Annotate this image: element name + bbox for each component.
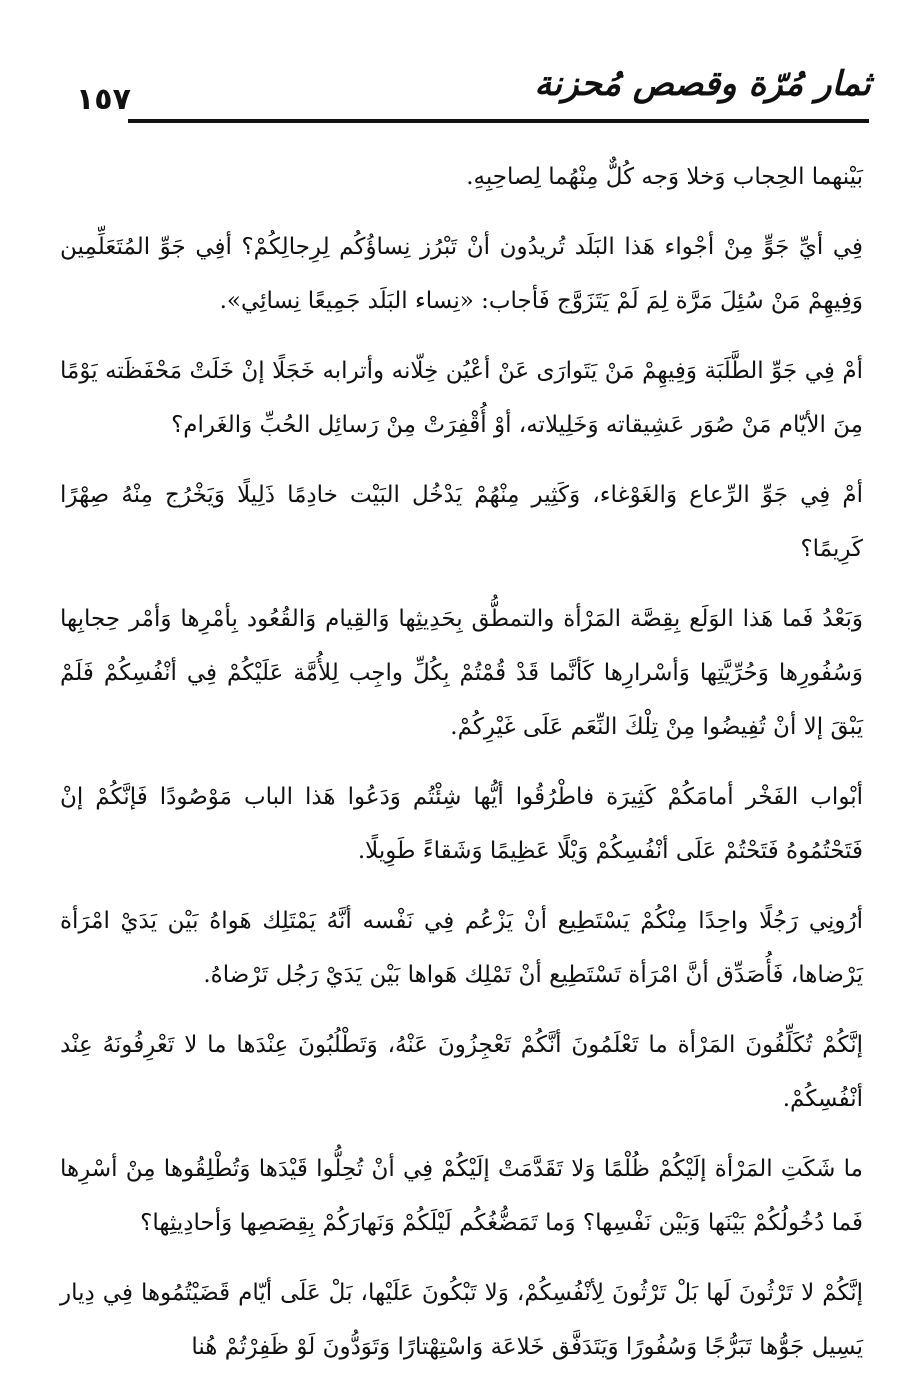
paragraph: أمْ فِي جَوِّ الطَّلَبَة وَفِيهِمْ مَنْ يَتَوارَى عَنْ أعْيُن خِلّانه وأترابه خَجَلًا إنْ خَلَتْ مَحْفَظَته يَوْمًا مِنَ الأيّام مَنْ صُوَر عَشِيقاته وَخَلِيلاته، أوْ أُقْفِرَتْ مِنْ رَسائِل الحُبِّ وَالغَرام؟ bbox=[60, 358, 863, 438]
running-header-title: ثمار مُرّة وقصص مُحزنة bbox=[534, 64, 871, 104]
body-text bbox=[60, 150, 863, 1390]
paragraph: أرُونِي رَجُلًا واحِدًا مِنْكُمْ يَسْتَطِيع أنْ يَزْعُم فِي نَفْسه أنَّهُ يَمْتَلِك هَواهُ بَيْن يَدَيْ امْرَأة يَرْضاها، فَأُصَدِّق أنَّ امْرَأة تَسْتَطِيع أنْ تَمْلِك هَواها بَيْن يَدَيْ رَجُل تَرْضاهُ. bbox=[60, 908, 863, 988]
page-number: ١٥٧ bbox=[76, 82, 131, 117]
header-rule bbox=[128, 119, 869, 123]
paragraph: أبْواب الفَخْر أمامَكُمْ كَثِيرَة فاطْرُقُوا أيُّها شِئْتُم وَدَعُوا هَذا الباب مَوْصُودًا فَإنَّكُمْ إنْ فَتَحْتُمُوهُ فَتَحْتُمْ عَلَى أنْفُسِكُمْ وَيْلًا عَظِيمًا وَشَقاءً طَوِيلًا. bbox=[60, 784, 863, 864]
paragraph: أمْ فِي جَوِّ الرِّعاع وَالغَوْغاء، وَكَثِير مِنْهُمْ يَدْخُل البَيْت خادِمًا ذَلِيلًا وَيَخْرُج مِنْهُ صِهْرًا كَرِيمًا؟ bbox=[60, 482, 863, 562]
paragraph: وَبَعْدُ فَما هَذا الوَلَع بِقِصَّة المَرْأة والتمطُّق بِحَدِيثِها وَالقِيام وَالقُعُود بِأمْرِها وَأمْر حِجابِها وَسُفُورِها وَحُرِّيَّتِها وَأسْرارِها كَأنَّما قَدْ قُمْتُمْ بِكُلِّ واجِب لِلأُمَّة عَلَيْكُمْ فِي أنْفُسِكُمْ فَلَمْ يَبْقَ إلا أنْ تُفِيضُوا مِنْ تِلْكَ النِّعَم عَلَى غَيْرِكُمْ. bbox=[60, 606, 863, 740]
paragraph: بَيْنهما الحِجاب وَخلا وَجه كُلٌّ مِنْهُما لِصاحِبِهِ. bbox=[466, 164, 863, 190]
paragraph: ما شَكَتِ المَرْأة إلَيْكُمْ ظُلْمًا وَلا تَقَدَّمَتْ إلَيْكُمْ فِي أنْ تُحِلُّوا قَيْدَها وَتُطْلِقُوها مِنْ أسْرِها فَما دُخُولُكُمْ بَيْنَها وَبَيْن نَفْسِها؟ وَما تَمَضُّغُكُم لَيْلَكُمْ وَنَهارَكُمْ بِقِصَصِها وَأحادِيثِها؟ bbox=[60, 1156, 863, 1236]
paragraph: فِي أيِّ جَوٍّ مِنْ أجْواء هَذا البَلَد تُريدُون أنْ تَبْرُز نِساؤُكُم لِرِجالِكُمْ؟ أفِي جَوِّ المُتَعَلِّمِين وَفِيهِمْ مَنْ سُئِلَ مَرَّة لِمَ لَمْ يَتَزَوَّج فَأجاب: «نِساء البَلَد جَمِيعًا نِسائِي». bbox=[60, 234, 863, 314]
paragraph: إنَّكُمْ تُكَلِّفُونَ المَرْأة ما تَعْلَمُونَ أنَّكُمْ تَعْجِزُونَ عَنْهُ، وَتَطْلُبُونَ عِنْدَها ما لا تَعْرِفُونَهُ عِنْد أنْفُسِكُمْ. bbox=[60, 1032, 863, 1112]
paragraph: إنَّكُمْ لا تَرْثُونَ لَها بَلْ تَرْثُونَ لِأنْفُسِكُمْ، وَلا تَبْكُونَ عَلَيْها، بَلْ عَلَى أيّام قَضَيْتُمُوها فِي دِيار يَسِيل جَوُّها تَبَرُّجًا وَسُفُورًا وَيَتَدَفَّق خَلاعَة وَاسْتِهْتارًا وَتَوَدُّونَ لَوْ ظَفِرْتُمْ هُنا bbox=[60, 1280, 863, 1360]
